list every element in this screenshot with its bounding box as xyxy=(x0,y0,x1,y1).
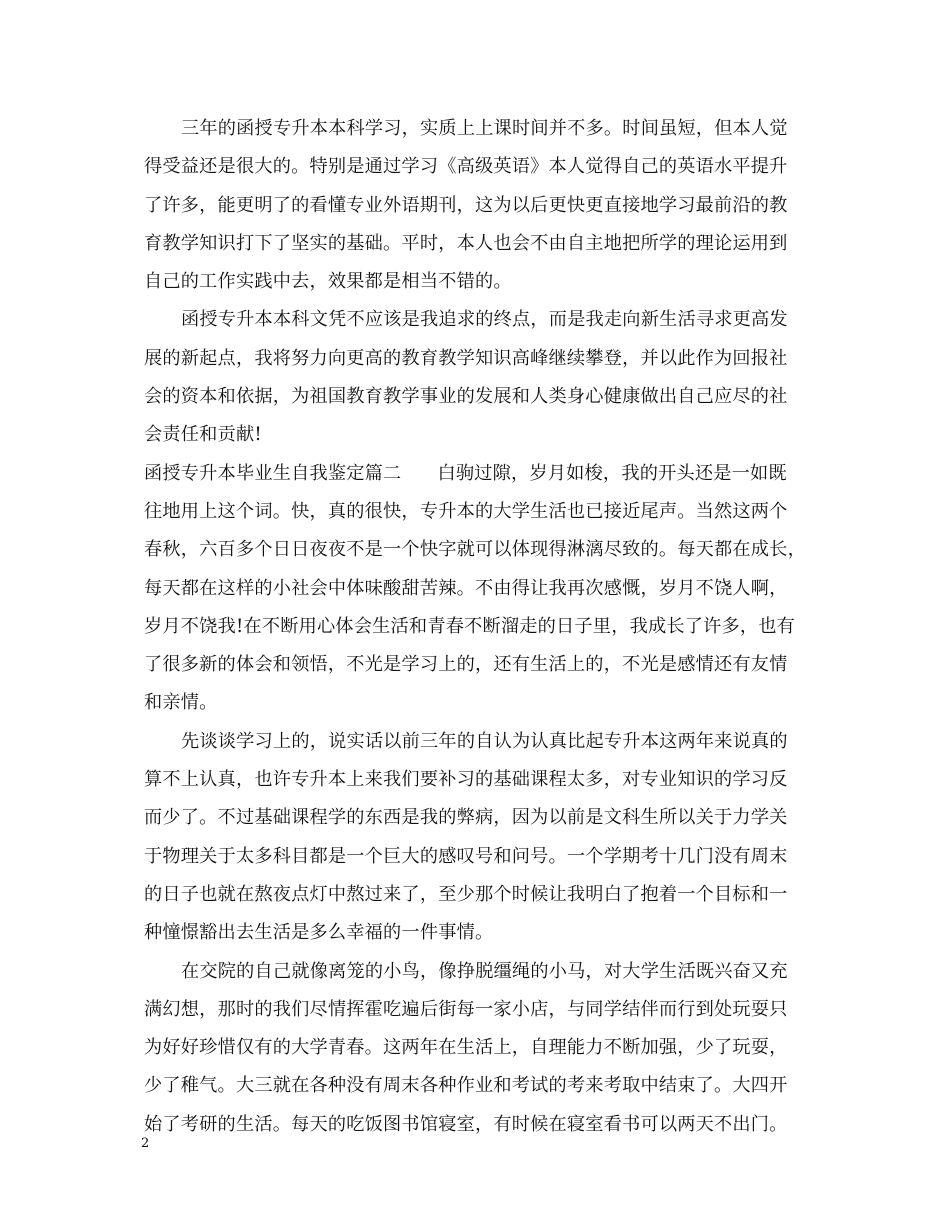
text-line: 和亲情。 xyxy=(144,692,218,714)
paragraph-2 xyxy=(144,301,814,454)
text-line: 在交院的自己就像离笼的小鸟，像挣脱缰绳的小马，对大学生活既兴奋又充 xyxy=(181,960,788,982)
paragraph-3 xyxy=(144,455,814,723)
text-line: 自己的工作实践中去，效果都是相当不错的。 xyxy=(144,271,512,293)
text-line: 算不上认真，也许专升本上来我们要补习的基础课程太多，对专业知识的学习反 xyxy=(144,769,788,791)
text-line: 而少了。不过基础课程学的东西是我的弊病，因为以前是文科生所以关于力学关 xyxy=(144,807,788,829)
text-line: 春秋，六百多个日日夜夜不是一个快字就可以体现得淋漓尽致的。每天都在成长， xyxy=(144,539,806,561)
paragraph-5 xyxy=(144,953,814,1144)
text-line: 始了考研的生活。每天的吃饭图书馆寝室，有时候在寝室看书可以两天不出门。 xyxy=(144,1113,788,1135)
text-line: 岁月不饶我!在不断用心体会生活和青春不断溜走的日子里，我成长了许多，也有 xyxy=(144,615,796,637)
section-heading: 函授专升本毕业生自我鉴定篇二 xyxy=(144,462,402,484)
page-number: 2 xyxy=(141,1136,150,1151)
heading-line-text: 白驹过隙，岁月如梭，我的开头还是一如既 xyxy=(437,462,787,484)
heading-line xyxy=(144,455,814,493)
text-line: 会的资本和依据，为祖国教育教学事业的发展和人类身心健康做出自己应尽的社 xyxy=(144,386,788,408)
text-line: 的日子也就在熬夜点灯中熬过来了，至少那个时候让我明白了抱着一个目标和一 xyxy=(144,883,788,905)
text-line: 展的新起点，我将努力向更高的教育教学知识高峰继续攀登，并以此作为回报社 xyxy=(144,347,788,369)
text-line: 了很多新的体会和领悟，不光是学习上的，还有生活上的，不光是感情还有友情 xyxy=(144,654,788,676)
text-line: 往地用上这个词。快，真的很快，专升本的大学生活也已接近尾声。当然这两个 xyxy=(144,500,788,522)
text-line: 了许多，能更明了的看懂专业外语期刊，这为以后更快更直接地学习最前沿的教 xyxy=(144,194,788,216)
text-line: 三年的函授专升本本科学习，实质上上课时间并不多。时间虽短，但本人觉 xyxy=(181,118,788,139)
text-line: 为好好珍惜仅有的大学青春。这两年在生活上，自理能力不断加强，少了玩耍， xyxy=(144,1037,788,1059)
text-line: 少了稚气。大三就在各种没有周末各种作业和考试的考来考取中结束了。大四开 xyxy=(144,1075,788,1097)
text-line: 会责任和贡献! xyxy=(144,424,262,446)
paragraph-1 xyxy=(144,110,814,301)
text-line: 每天都在这样的小社会中体味酸甜苦辣。不由得让我再次感慨，岁月不饶人啊， xyxy=(144,577,788,599)
text-line: 种憧憬豁出去生活是多么幸福的一件事情。 xyxy=(144,922,494,944)
text-line: 得受益还是很大的。特别是通过学习《高级英语》本人觉得自己的英语水平提升 xyxy=(144,156,788,178)
document-body xyxy=(144,110,814,1144)
text-line: 满幻想，那时的我们尽情挥霍吃遍后街每一家小店，与同学结伴而行到处玩耍只 xyxy=(144,998,788,1020)
paragraph-4 xyxy=(144,723,814,953)
text-line: 于物理关于太多科目都是一个巨大的感叹号和问号。一个学期考十几门没有周末 xyxy=(144,845,788,867)
text-line: 先谈谈学习上的，说实话以前三年的自认为认真比起专升本这两年来说真的 xyxy=(181,730,788,752)
text-line: 育教学知识打下了坚实的基础。平时，本人也会不由自主地把所学的理论运用到 xyxy=(144,232,788,254)
text-line: 函授专升本本科文凭不应该是我追求的终点，而是我走向新生活寻求更高发 xyxy=(181,309,788,331)
